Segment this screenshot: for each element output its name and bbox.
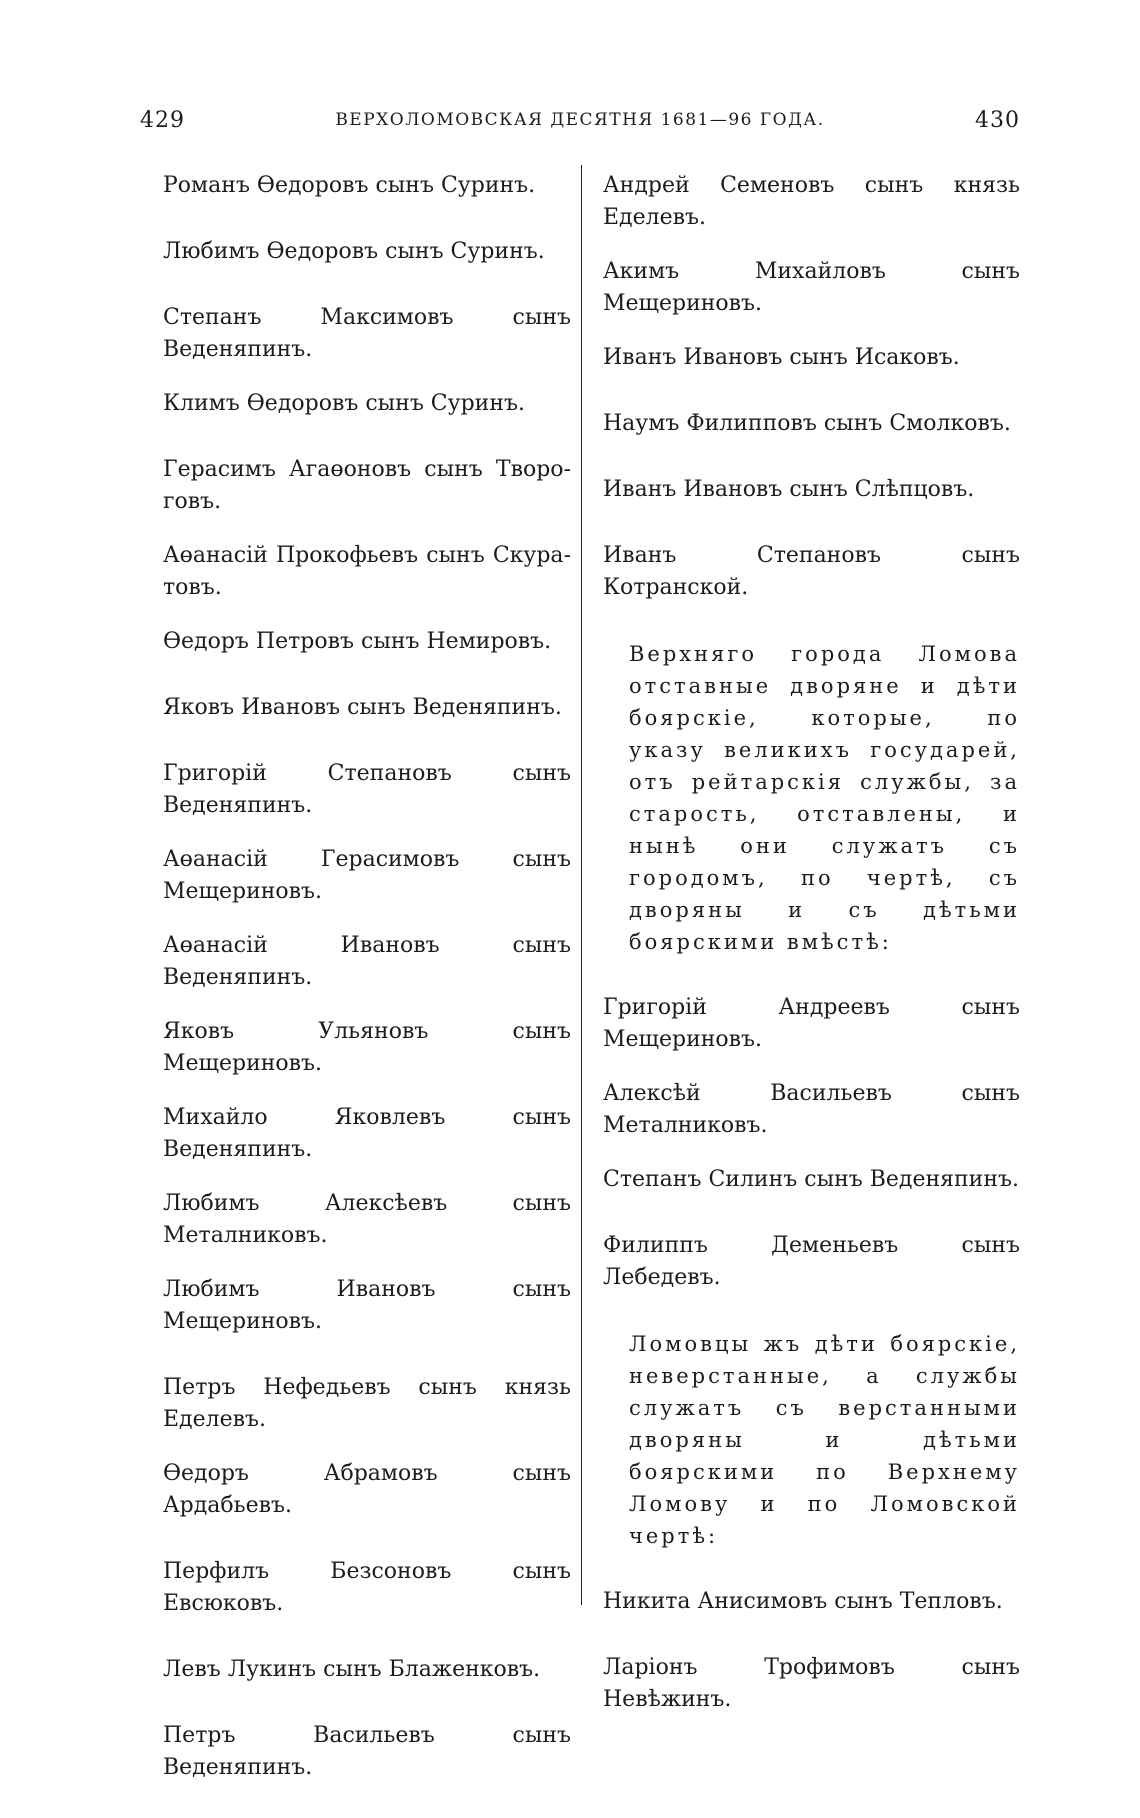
name-entry: Иванъ Ивановъ сынъ Исаковъ. — [603, 345, 960, 370]
name-entry: Өедоръ Абрамовъ сынъ Ардабьевъ. — [163, 1461, 571, 1518]
name-entry: Акимъ Михайловъ сынъ Мещериновъ. — [603, 259, 1020, 316]
name-entry: Андрей Семеновъ сынъ князь Еделевъ. — [603, 173, 1020, 230]
name-entry: Любимъ Өедоровъ сынъ Суринъ. — [163, 239, 545, 264]
name-entry: Романъ Өедоровъ сынъ Суринъ. — [163, 173, 536, 198]
running-title: ВЕРХОЛОМОВСКАЯ ДЕСЯТНЯ 1681—96 ГОДА. — [335, 110, 825, 130]
running-head — [140, 108, 1020, 148]
left-column — [163, 170, 571, 1818]
name-entry: Герасимъ Агаөоновъ сынъ Твороговъ. — [163, 457, 571, 514]
name-entry: Аөанасій Герасимовъ сынъ Мещериновъ. — [163, 847, 571, 904]
name-entry: Любимъ Ивановъ сынъ Мещериновъ. — [163, 1277, 571, 1334]
name-entry: Петръ Васильевъ сынъ Веденяпинъ. — [163, 1723, 571, 1780]
name-entry: Өедоръ Петровъ сынъ Немировъ. — [163, 629, 552, 654]
name-entry: Наумъ Филипповъ сынъ Смолковъ. — [603, 411, 1011, 436]
page-number-right: 430 — [975, 108, 1020, 133]
column-divider — [581, 165, 582, 1605]
name-entry: Никита Анисимовъ сынъ Тепловъ. — [603, 1589, 1003, 1614]
name-entry: Григорій Андреевъ сынъ Мещериновъ. — [603, 995, 1020, 1052]
name-entry: Григорій Степановъ сынъ Веденяпинъ. — [163, 761, 571, 818]
name-entry: Степанъ Максимовъ сынъ Веденяпинъ. — [163, 305, 571, 362]
section-heading: Верхняго города Ломова отставные дворяне и дѣти боярскіе, которые, по указу великихъ государей, отъ рейтарскія службы, за старость, отставлены, и нынѣ они служатъ съ городомъ, по чертѣ, съ дворяны и съ дѣтьми боярскими вмѣстѣ: — [629, 642, 1020, 954]
name-entry: Алексѣй Васильевъ сынъ Металниковъ. — [603, 1081, 1020, 1138]
name-entry: Иванъ Ивановъ сынъ Слѣпцовъ. — [603, 477, 975, 502]
name-entry: Аөанасій Ивановъ сынъ Веденяпинъ. — [163, 933, 571, 990]
name-entry: Ларіонъ Трофимовъ сынъ Невѣжинъ. — [603, 1655, 1020, 1712]
name-entry: Климъ Өедоровъ сынъ Суринъ. — [163, 391, 525, 416]
name-entry: Яковъ Ивановъ сынъ Веденяпинъ. — [163, 695, 562, 720]
name-entry: Михайло Яковлевъ сынъ Веденяпинъ. — [163, 1105, 571, 1162]
name-entry: Иванъ Степановъ сынъ Котранской. — [603, 543, 1020, 600]
section-heading: Ломовцы жъ дѣти боярскіе, неверстанные, а службы служатъ съ верстанными дворяны и дѣтьми боярскими по Верхнему Ломову и по Ломовской чертѣ: — [629, 1332, 1020, 1548]
name-entry: Аөанасій Прокофьевъ сынъ Скуратовъ. — [163, 543, 571, 600]
name-entry: Степанъ Силинъ сынъ Веденяпинъ. — [603, 1167, 1020, 1192]
name-entry: Перфилъ Безсоновъ сынъ Евсюковъ. — [163, 1559, 571, 1616]
name-entry: Любимъ Алексѣевъ сынъ Металниковъ. — [163, 1191, 571, 1248]
name-entry: Яковъ Ульяновъ сынъ Мещериновъ. — [163, 1019, 571, 1076]
page-number-left: 429 — [140, 108, 185, 133]
name-entry: Левъ Лукинъ сынъ Блаженковъ. — [163, 1657, 541, 1682]
name-entry: Филиппъ Деменьевъ сынъ Лебедевъ. — [603, 1233, 1020, 1290]
right-column — [603, 170, 1020, 1750]
name-entry: Петръ Нефедьевъ сынъ князь Еделевъ. — [163, 1375, 571, 1432]
